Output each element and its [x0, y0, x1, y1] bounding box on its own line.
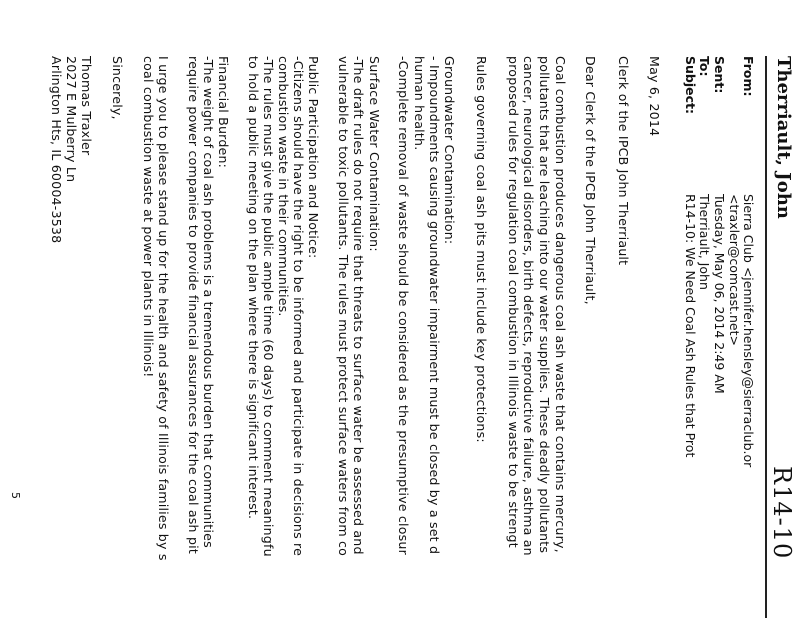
body-line: -Citizens should have the right to be informed and participate in decisions re — [291, 56, 306, 557]
body-line: pollutants that are leaching into our water supplies. These deadly pollutants — [537, 56, 552, 554]
from-value-line2: <traxler@comcast.net> — [727, 194, 742, 346]
from-label: From: — [741, 56, 756, 97]
signature-line: Thomas Traxler — [79, 56, 94, 156]
body-line: human health. — [412, 56, 427, 151]
body-line: -The weight of coal ash problems is a tremendous burden that communities — [201, 56, 216, 548]
body-line: -The draft rules do not require that threats to surface water be assessed and — [351, 56, 366, 555]
body-line: Financial Burden: — [216, 56, 231, 169]
body-line: to hold a public meeting on the plan where there is significant interest. — [246, 56, 261, 520]
sent-label: Sent: — [712, 56, 727, 94]
body-line: - Impoundments causing groundwater impairment must be closed by a set d — [427, 56, 442, 555]
to-value: Therriault, John — [697, 194, 712, 290]
body-line: Sincerely, — [110, 56, 125, 120]
body-line: coal combustion waste at power plants in Illinois! — [141, 56, 156, 378]
body-line: require power companies to provide financial assurances for the coal ash pit — [186, 56, 201, 554]
body-line: Clerk of the IPCB John Therriault — [616, 56, 631, 266]
body-line: Coal combustion produces dangerous coal ash waste that contains mercury, — [553, 56, 568, 553]
page-number: 5 — [9, 492, 22, 499]
body-line: combustion waste in their communities. — [276, 56, 291, 317]
signature-line: 2027 E Mulberry Ln — [64, 56, 79, 183]
body-line: Groundwater Contamination: — [442, 56, 457, 245]
subject-label: Subject: — [683, 56, 698, 114]
body-line: cancer, neurological disorders, birth defects, reproductive failure, asthma an — [521, 56, 536, 556]
header-rule — [765, 56, 767, 618]
body-line: Public Participation and Notice: — [306, 56, 321, 259]
body-line: May 6, 2014 — [647, 56, 662, 137]
body-line: -Complete removal of waste should be considered as the presumptive closur — [396, 56, 411, 555]
body-line: Rules governing coal ash pits must include key protections: — [474, 56, 489, 443]
sent-value: Tuesday, May 06, 2014 2:49 AM — [712, 194, 727, 394]
from-value-line1: Sierra Club <jennifer.hensley@sierraclub.or — [741, 194, 756, 468]
body-line: I urge you to please stand up for the health and safety of Illinois families by s — [156, 56, 171, 561]
body-line: Surface Water Contamination: — [367, 56, 382, 252]
body-line: Dear Clerk of the IPCB John Therriault, — [583, 56, 598, 305]
sender-name-heading: Therriault, John — [773, 56, 794, 219]
signature-line: Arlington Hts, IL 60004-3538 — [49, 56, 64, 244]
body-line: vulnerable to toxic pollutants. The rules must protect surface waters from co — [336, 56, 351, 557]
body-line: -The rules must give the public ample time (60 days) to comment meaningfu — [261, 56, 276, 557]
subject-value: R14-10: We Need Coal Ash Rules that Prot — [683, 194, 698, 458]
body-line: proposed rules for regulation coal combustion in Illinois waste to be strengt — [506, 56, 521, 548]
docket-number: R14-10 — [768, 466, 796, 560]
to-label: To: — [697, 56, 712, 77]
